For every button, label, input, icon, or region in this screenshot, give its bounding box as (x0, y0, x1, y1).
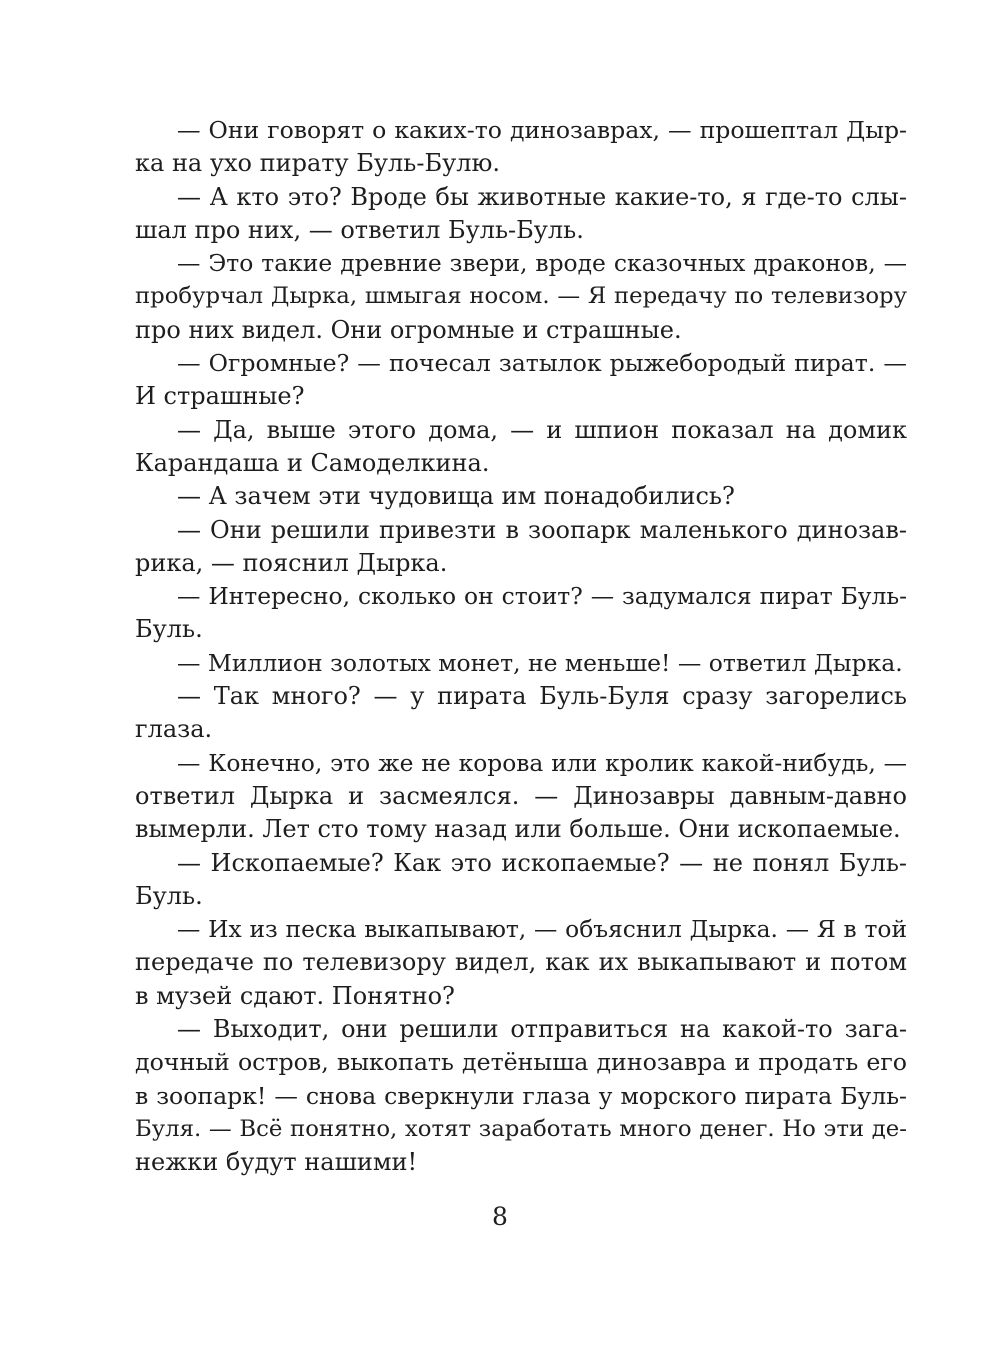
text-line: рика, — пояснил Дырка. (135, 548, 448, 577)
text-line: дочный остров, выкопать детёныша динозавра и продать его (135, 1048, 907, 1077)
text-line: — Их из песка выкапывают, — объяснил Дырка. — Я в той (177, 915, 907, 944)
text-line: Карандаша и Самоделкина. (135, 448, 490, 477)
text-line: — Так много? — у пирата Буль-Буля сразу загорелись (177, 682, 907, 711)
text-line: ка на ухо пирату Буль-Булю. (135, 149, 501, 178)
text-line: И страшные? (135, 382, 305, 411)
text-line: — Это такие древние звери, вроде сказочных драконов, — (177, 249, 907, 278)
body-text (135, 114, 907, 1180)
text-line: Буля. — Всё понятно, хотят заработать много денег. Но эти де- (135, 1115, 907, 1142)
text-line: — Они решили привезти в зоопарк маленького динозав- (177, 515, 907, 544)
page-number: 8 (492, 1202, 508, 1231)
text-line: Буль. (135, 881, 203, 910)
text-line: — Интересно, сколько он стоит? — задумался пират Буль- (177, 582, 907, 611)
text-line: в зоопарк! — снова сверкнули глаза у морского пирата Буль- (135, 1081, 907, 1110)
text-line: вымерли. Лет сто тому назад или больше. Они ископаемые. (135, 815, 901, 844)
text-line: — Выходит, они решили отправиться на какой-то зага- (177, 1015, 907, 1044)
text-line: — Миллион золотых монет, не меньше! — ответил Дырка. (177, 648, 903, 677)
text-line: пробурчал Дырка, шмыгая носом. — Я передачу по телевизору (135, 283, 907, 310)
text-line: — А кто это? Вроде бы животные какие-то, я где-то слы- (177, 182, 907, 211)
text-line: — А зачем эти чудовища им понадобились? (177, 482, 735, 511)
text-line: Буль. (135, 615, 203, 644)
text-line: передаче по телевизору видел, как их выкапывают и потом (135, 948, 907, 977)
text-line: шал про них, — ответил Буль-Буль. (135, 215, 584, 244)
text-line: — Ископаемые? Как это ископаемые? — не понял Буль- (177, 848, 907, 877)
text-line: ответил Дырка и засмеялся. — Динозавры давным-давно (135, 781, 907, 810)
text-line: — Конечно, это же не корова или кролик какой-нибудь, — (177, 748, 907, 777)
text-line: про них видел. Они огромные и страшные. (135, 315, 682, 344)
text-line: — Они говорят о каких-то динозаврах, — прошептал Дыр- (177, 116, 907, 144)
text-line: — Да, выше этого дома, — и шпион показал на домик (177, 415, 907, 444)
text-line: — Огромные? — почесал затылок рыжебородый пират. — (177, 349, 907, 378)
text-line: нежки будут нашими! (135, 1148, 418, 1177)
text-line: в музей сдают. Понятно? (135, 981, 455, 1010)
text-line: глаза. (135, 715, 213, 744)
